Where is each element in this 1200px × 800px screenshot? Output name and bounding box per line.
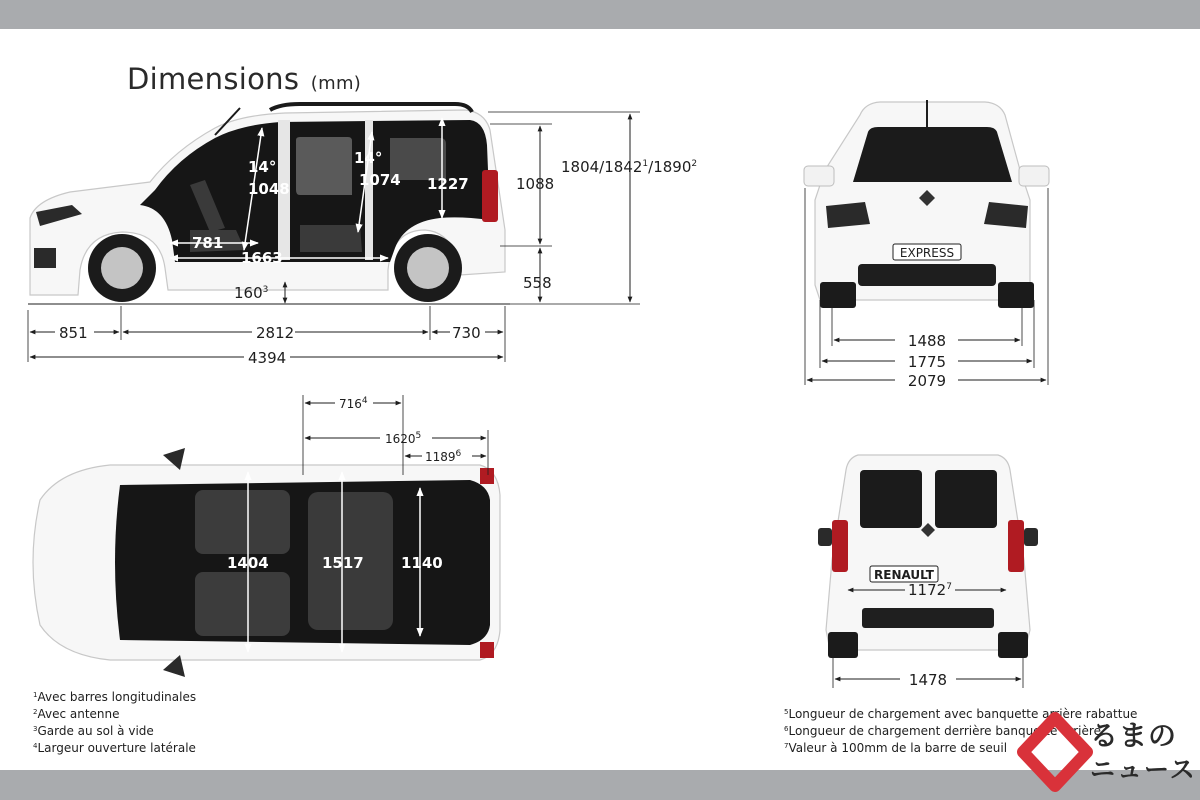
watermark-mark (1023, 718, 1087, 786)
label-interior-height: 1227 (427, 175, 469, 193)
label-opening-height: 1088 (516, 175, 555, 193)
rear-light-left (832, 520, 848, 572)
label-height-rear: 1074 (359, 171, 401, 189)
top-front-seat-left (195, 490, 290, 554)
footnote-7: $^7$Valeur à 100mm de la barre de seuil (784, 741, 1008, 755)
rear-tyre-right (998, 632, 1028, 658)
label-sill-height: 558 (523, 274, 552, 292)
label-rear-track: 1478 (908, 671, 948, 689)
windshield (853, 127, 1012, 182)
footnote-6: $^6$Longueur de chargement derrière banquette arrière (784, 724, 1101, 738)
rear-window-right (935, 470, 997, 528)
label-front-track: 1488 (907, 332, 947, 350)
label-length-rear: 1663 (241, 249, 283, 267)
top-view (33, 395, 500, 677)
label-width-rear: 1140 (401, 554, 443, 572)
front-view (804, 100, 1049, 390)
watermark-line-2: ニュース (1090, 755, 1197, 784)
side-view (28, 104, 697, 367)
label-rear-overhang: 730 (452, 324, 481, 342)
rear-seat (300, 225, 362, 252)
label-angle-front: 14° (248, 158, 277, 176)
rear-bumper (862, 608, 994, 628)
label-length-front: 781 (192, 234, 224, 252)
label-total-height: 1804/1842$^1$/1890$^2$ (561, 158, 698, 176)
mirror-left (804, 166, 834, 186)
rear-light-right (1008, 520, 1024, 572)
label-wheelbase: 2812 (256, 324, 295, 342)
front-wheel-rim (101, 247, 143, 289)
footnote-4: $^4$Largeur ouverture latérale (33, 741, 196, 755)
footnote-3: $^3$Garde au sol à vide (33, 724, 154, 738)
front-grille (34, 248, 56, 268)
top-front-seat-right (195, 572, 290, 636)
front-tyre-left (820, 282, 856, 308)
rear-window-left (860, 470, 922, 528)
label-load-length: 1189$^6$ (425, 449, 462, 464)
lower-grille (858, 264, 996, 286)
mirror-right (1019, 166, 1049, 186)
label-height-front: 1048 (248, 180, 290, 198)
title-unit: (mm) (310, 73, 362, 94)
label-width-front: 1404 (227, 554, 269, 572)
footnote-1: $^1$Avec barres longitudinales (33, 690, 197, 704)
title-main: Dimensions (127, 62, 300, 96)
tail-light-top-right (480, 642, 494, 658)
watermark-line-1: るまの (1090, 719, 1178, 752)
rear-mirror-right (1024, 528, 1038, 546)
label-ground-clearance: $160^3$ (234, 284, 269, 302)
c-pillar (365, 120, 373, 260)
rear-tyre-left (828, 632, 858, 658)
label-opening-width: 1172$^7$ (908, 581, 952, 599)
label-door-opening: $716^4$ (339, 396, 368, 411)
tail-light (482, 170, 498, 222)
rear-mirror-left (818, 528, 832, 546)
front-tyre-right (998, 282, 1034, 308)
label-front-overhang: 851 (59, 324, 88, 342)
label-load-folded: 1620$^5$ (385, 431, 422, 446)
label-angle-rear: 14° (354, 149, 383, 167)
label-mirror-width: 2079 (907, 372, 947, 390)
front-plate-text: EXPRESS (899, 246, 955, 260)
headlight-left (826, 202, 870, 228)
rear-plate-text: RENAULT (874, 568, 934, 582)
footnote-2: $^2$Avec antenne (33, 707, 120, 721)
footnote-5: $^5$Longueur de chargement avec banquette arrière rabattue (784, 707, 1138, 721)
side-window-slide (296, 137, 352, 195)
rear-view (818, 455, 1038, 689)
headlight-right (984, 202, 1028, 228)
label-total-length: 4394 (248, 349, 287, 367)
tail-light-top-left (480, 468, 494, 484)
footnotes-left (33, 688, 196, 756)
label-body-width: 1775 (907, 353, 947, 371)
rear-wheel-rim (407, 247, 449, 289)
label-width-middle: 1517 (322, 554, 364, 572)
